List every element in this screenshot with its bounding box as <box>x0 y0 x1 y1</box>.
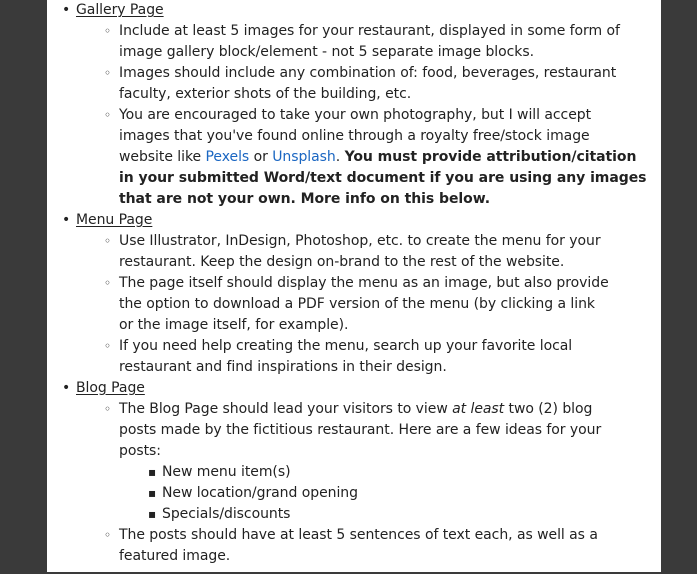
list-item-line: Use Illustrator, InDesign, Photoshop, etc. to create the menu for your <box>119 233 601 249</box>
bullet-icon: • <box>62 380 71 396</box>
circle-bullet-icon: ◦ <box>104 66 112 80</box>
text-fragment: two (2) blog <box>504 401 593 417</box>
list-item-line: or the image itself, for example). <box>119 317 349 333</box>
section-heading-blog: Blog Page <box>76 380 145 396</box>
emphasis-text: at least <box>452 401 505 417</box>
bullet-icon: • <box>62 212 71 228</box>
list-item-line: You are encouraged to take your own photography, but I will accept <box>119 107 592 123</box>
circle-bullet-icon: ◦ <box>104 528 112 542</box>
list-item-line: faculty, exterior shots of the building, etc. <box>119 86 412 102</box>
list-item-line: image gallery block/element - not 5 separate image blocks. <box>119 44 534 60</box>
list-item-line: The posts should have at least 5 sentences of text each, as well as a <box>119 527 598 543</box>
sub-list-item: New menu item(s) <box>162 464 291 480</box>
list-item-line: the option to download a PDF version of the menu (by clicking a link <box>119 296 595 312</box>
list-item-line: If you need help creating the menu, search up your favorite local <box>119 338 573 354</box>
list-item-line: Include at least 5 images for your restaurant, displayed in some form of <box>119 23 620 39</box>
sub-list-item: Specials/discounts <box>162 506 291 522</box>
list-item-line-with-links <box>119 147 636 168</box>
circle-bullet-icon: ◦ <box>104 339 112 353</box>
circle-bullet-icon: ◦ <box>104 234 112 248</box>
square-bullet-icon: ▪ <box>148 465 157 479</box>
circle-bullet-icon: ◦ <box>104 402 112 416</box>
bold-notice: You must provide attribution/citation <box>344 149 637 165</box>
viewer-gutter-left <box>0 0 47 574</box>
list-item-line: The page itself should display the menu as an image, but also provide <box>119 275 609 291</box>
list-item-line: images that you've found online through a royalty free/stock image <box>119 128 590 144</box>
list-item-line <box>119 399 592 420</box>
sub-list-item: New location/grand opening <box>162 485 358 501</box>
circle-bullet-icon: ◦ <box>104 276 112 290</box>
text-fragment: website like <box>119 149 206 165</box>
text-fragment: The Blog Page should lead your visitors to view <box>119 401 453 417</box>
list-item-line: Images should include any combination of: food, beverages, restaurant <box>119 65 617 81</box>
bold-notice: in your submitted Word/text document if you are using any images <box>119 170 647 186</box>
pexels-link[interactable]: Pexels <box>205 149 250 165</box>
list-item-line: restaurant. Keep the design on-brand to the rest of the website. <box>119 254 565 270</box>
list-item-line: featured image. <box>119 548 231 564</box>
circle-bullet-icon: ◦ <box>104 108 112 122</box>
viewer-gutter-right <box>661 0 697 574</box>
section-heading-menu: Menu Page <box>76 212 153 228</box>
bullet-icon: • <box>62 2 71 18</box>
list-item-line: posts made by the fictitious restaurant. Here are a few ideas for your <box>119 422 602 438</box>
document-page <box>47 0 661 572</box>
list-item-line: posts: <box>119 443 161 459</box>
text-fragment: or <box>249 149 273 165</box>
unsplash-link[interactable]: Unsplash <box>272 149 336 165</box>
section-heading-gallery: Gallery Page <box>76 2 164 18</box>
text-fragment: . <box>335 149 345 165</box>
square-bullet-icon: ▪ <box>148 486 157 500</box>
bold-notice: that are not your own. More info on this below. <box>119 191 490 207</box>
list-item-line: restaurant and find inspirations in their design. <box>119 359 447 375</box>
circle-bullet-icon: ◦ <box>104 24 112 38</box>
square-bullet-icon: ▪ <box>148 507 157 521</box>
